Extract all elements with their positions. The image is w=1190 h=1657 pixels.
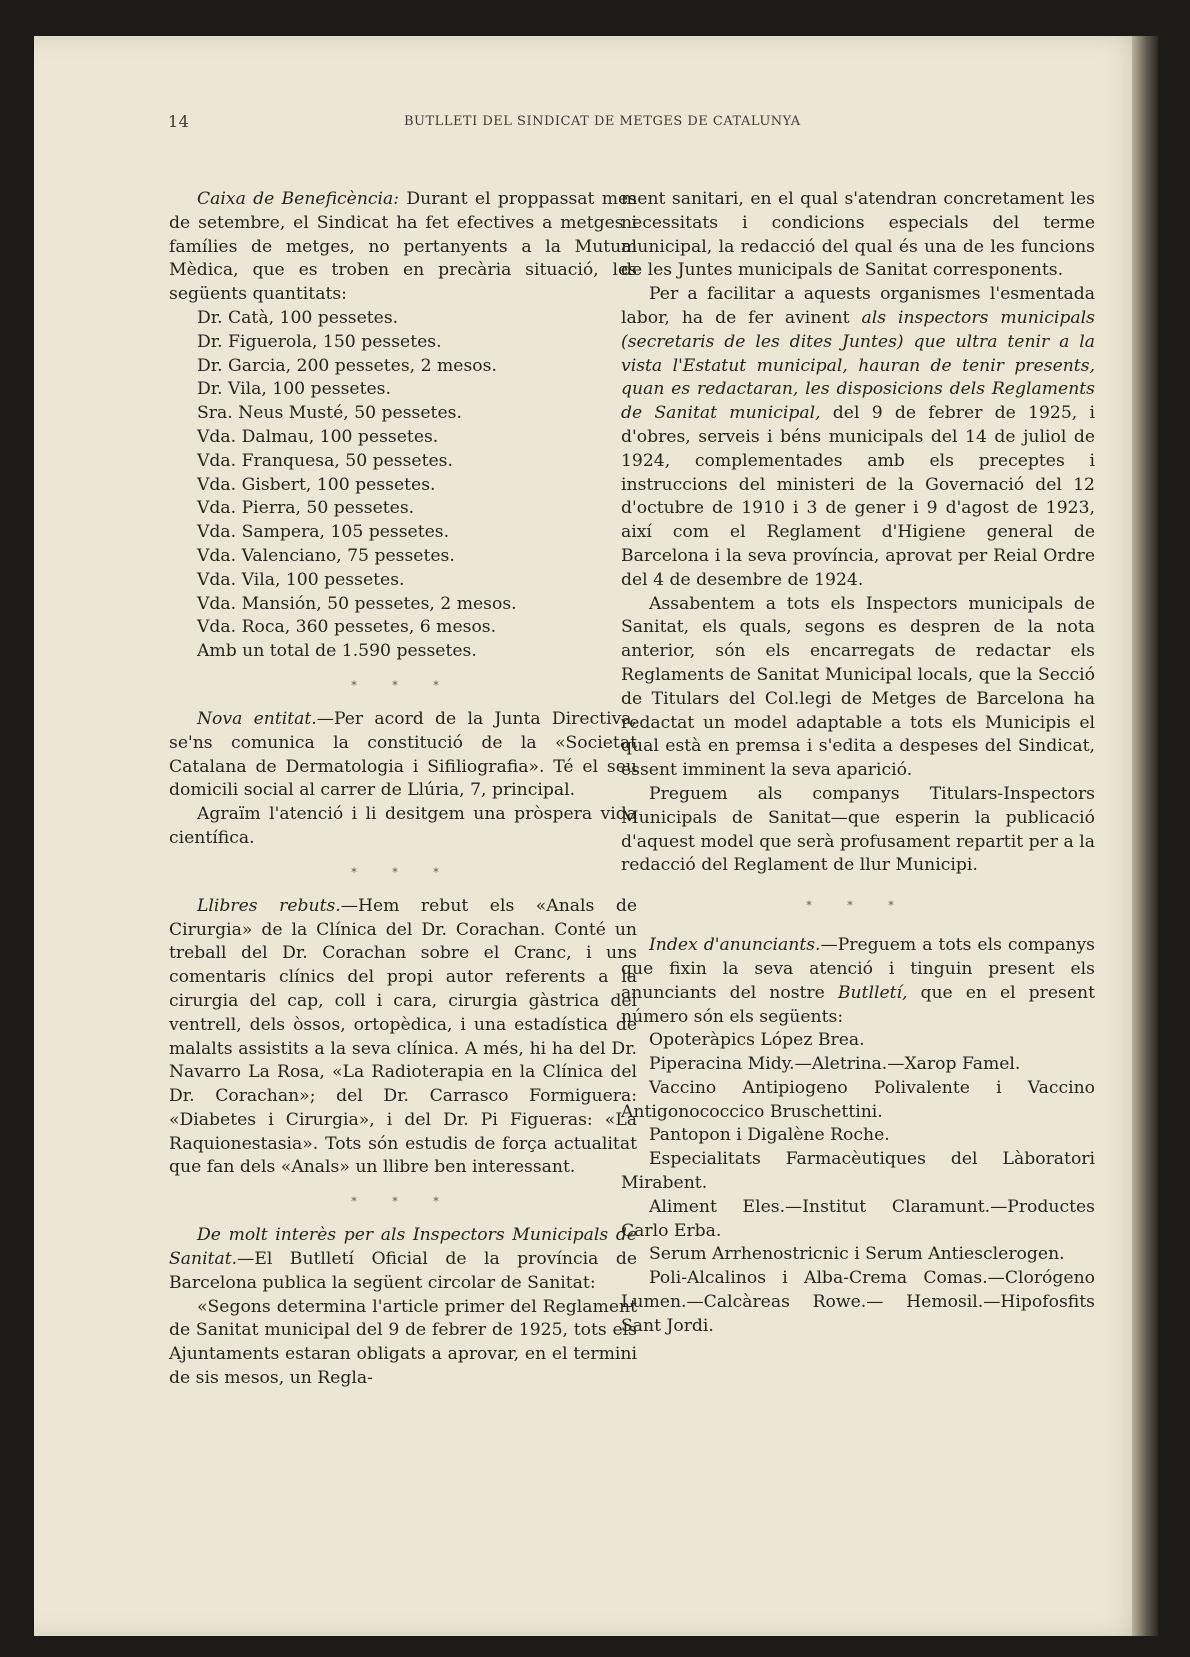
- index-paragraph: [621, 934, 1095, 1029]
- list-item: Vaccino Antipiogeno Polivalente i Vaccino Antigonococcico Bruschettini.: [621, 1077, 1095, 1122]
- list-item: Pantopon i Digalène Roche.: [649, 1125, 890, 1146]
- list-item: Piperacina Midy.—Aletrina.—Xarop Famel.: [649, 1054, 1021, 1075]
- list-item: Sra. Neus Musté, 50 pessetes.: [197, 403, 462, 424]
- list-item: Dr. Catà, 100 pessetes.: [197, 307, 399, 328]
- list-item: Poli-Alcalinos i Alba-Crema Comas.—Clorógeno Lumen.—Calcàreas Rowe.— Hemosil.—Hipofosfits Sant Jordi.: [621, 1268, 1095, 1336]
- list-item: Dr. Figuerola, 150 pessetes.: [197, 331, 442, 352]
- list-item: Vda. Pierra, 50 pessetes.: [197, 498, 415, 519]
- nova-text: —Per acord de la Junta Directiva, se'ns comunica la constitució de la «Societat Catalana de Dermatologia i Sifiliografia». Té el seu domicili social al carrer de Llúria, 7, principal.: [169, 708, 637, 801]
- right-column: [621, 188, 1095, 1339]
- index-title: Index d'anunciants.: [649, 935, 821, 956]
- list-item: Aliment Eles.—Institut Claramunt.—Productes Carlo Erba.: [621, 1196, 1095, 1241]
- left-column: [169, 188, 637, 1391]
- interes-paragraph: [169, 1224, 637, 1295]
- index-text-a: —Preguem a tots els companys que fixin la seva atenció i tinguin present els anunciants del nostre: [621, 935, 1095, 1003]
- nova-title: Nova entitat.: [197, 708, 317, 729]
- page-number: 14: [168, 112, 190, 131]
- caixa-paragraph: [169, 188, 637, 307]
- facilitar-text-a: Per a facilitar a aquests organismes l'esmentada labor, ha de fer avinent: [621, 284, 1095, 328]
- caixa-text: Durant el proppassat mes de setembre, el Sindicat ha fet efectives a metges i famílies de metges, no pertanyents a la Mutual Mèdica, que es troben en precària situació, les següents quantitats:: [169, 189, 637, 305]
- list-item: Dr. Vila, 100 pessetes.: [197, 379, 391, 400]
- assabentem-paragraph: Assabentem a tots els Inspectors municipals de Sanitat, els quals, segons es despren de la nota anterior, són els encarregats de redactar els Reglaments de Sanitat Municipal locals, que la Secció de Titulars del Col.legi de Metges de Barcelona ha redactat un model adaptable a tots els Municipis el qual està en premsa i s'edita a despeses del Sindicat, essent imminent la seva aparició.: [621, 593, 1095, 781]
- list-item: Vda. Roca, 360 pessetes, 6 mesos.: [197, 617, 497, 638]
- index-text-b: que en el present número són els següents:: [621, 982, 1096, 1027]
- separator: * * *: [351, 678, 455, 692]
- facilitar-paragraph: [621, 283, 1095, 592]
- list-item: Vda. Mansión, 50 pessetes, 2 mesos.: [197, 593, 517, 614]
- list-item: Vda. Sampera, 105 pessetes.: [197, 522, 450, 543]
- list-item: Vda. Franquesa, 50 pessetes.: [197, 450, 453, 471]
- list-item: Dr. Garcia, 200 pessetes, 2 mesos.: [197, 355, 497, 376]
- facilitar-emphasis: als inspectors municipals (secretaris de les dites Juntes) que ultra tenir a la vista l'Estatut municipal, hauran de tenir presents, quan es redactaran, les disposicions dels Reglaments de Sanitat municipal,: [621, 307, 1095, 424]
- nova-paragraph: [169, 708, 637, 803]
- continued-paragraph: ment sanitari, en el qual s'atendran concretament les necessitats i condicions especials del terme municipal, la redacció del qual és una de les funcions de les Juntes municipals de Sanitat corresponents.: [621, 189, 1095, 281]
- facilitar-text-b: del 9 de febrer de 1925, i d'obres, serveis i béns municipals del 14 de juliol de 1924, complementades amb els preceptes i instruccions del ministeri de la Governació del 12 d'octubre de 1910 i 3 de gener i 9 d'agost de 1923, així com el Reglament d'Higiene general de Barcelona i la seva província, aprovat per Reial Ordre del 4 de desembre de 1924.: [621, 403, 1095, 590]
- llibres-paragraph: [169, 895, 637, 1181]
- separator: * * *: [351, 865, 455, 879]
- list-item: Especialitats Farmacèutiques del Làboratori Mirabent.: [621, 1149, 1095, 1194]
- index-text-emphasis: Butlletí,: [837, 982, 908, 1003]
- donation-list: [169, 307, 637, 664]
- list-item: Vda. Vila, 100 pessetes.: [197, 569, 405, 590]
- interes-title: De molt interès per als Inspectors Municipals de Sanitat.: [169, 1225, 637, 1270]
- separator: * * *: [351, 1195, 455, 1209]
- list-item: Vda. Dalmau, 100 pessetes.: [197, 426, 439, 447]
- list-item: Vda. Valenciano, 75 pessetes.: [197, 545, 455, 566]
- list-item: Amb un total de 1.590 pessetes.: [197, 641, 477, 662]
- page-binding: [1132, 36, 1158, 1636]
- list-item: Opoteràpics López Brea.: [649, 1030, 865, 1051]
- nova-paragraph-2: Agraïm l'atenció i li desitgem una pròspera vida científica.: [169, 804, 637, 848]
- page-header: [168, 112, 1104, 136]
- separator: * * *: [806, 899, 910, 913]
- interes-text: —El Butlletí Oficial de la província de Barcelona publica la següent circolar de Sanitat:: [169, 1249, 637, 1293]
- running-title: BUTLLETI DEL SINDICAT DE METGES DE CATALUNYA: [404, 114, 801, 129]
- caixa-title: Caixa de Beneficència:: [197, 189, 400, 209]
- page: [34, 36, 1158, 1636]
- llibres-title: Llibres rebuts.: [197, 895, 341, 916]
- preguem-paragraph: Preguem als companys Titulars-Inspectors Municipals de Sanitat—que esperin la publicació d'aquest model que serà profusament repartit per a la redacció del Reglament de llur Municipi.: [621, 783, 1095, 876]
- llibres-text: —Hem rebut els «Anals de Cirurgia» de la Clínica del Dr. Corachan. Conté un treball del Dr. Corachan sobre el Cranc, i uns comentaris clínics del propi autor referents a la cirurgia del cap, coll i cara, cirurgia gàstrica del ventrell, dels òssos, ortopèdica, i una estadística de malalts assistits a la seva clínica. A més, hi ha del Dr. Navarro La Rosa, «La Radioterapia en la Clínica del Dr. Corachan»; del Dr. Carrasco Formiguera: «Diabetes i Cirurgia», i del Dr. Pi Figueras: «La Raquionestasia». Tots són estudis de força actualitat que fan dels «Anals» un llibre ben interessant.: [169, 895, 638, 1178]
- list-item: Vda. Gisbert, 100 pessetes.: [197, 474, 436, 495]
- interes-paragraph-2: «Segons determina l'article primer del Reglament de Sanitat municipal del 9 de febrer de 1925, tots els Ajuntaments estaran obligats a aprovar, en el termini de sis mesos, un Regla-: [169, 1296, 637, 1389]
- list-item: Serum Arrhenostricnic i Serum Antiesclerogen.: [649, 1244, 1065, 1265]
